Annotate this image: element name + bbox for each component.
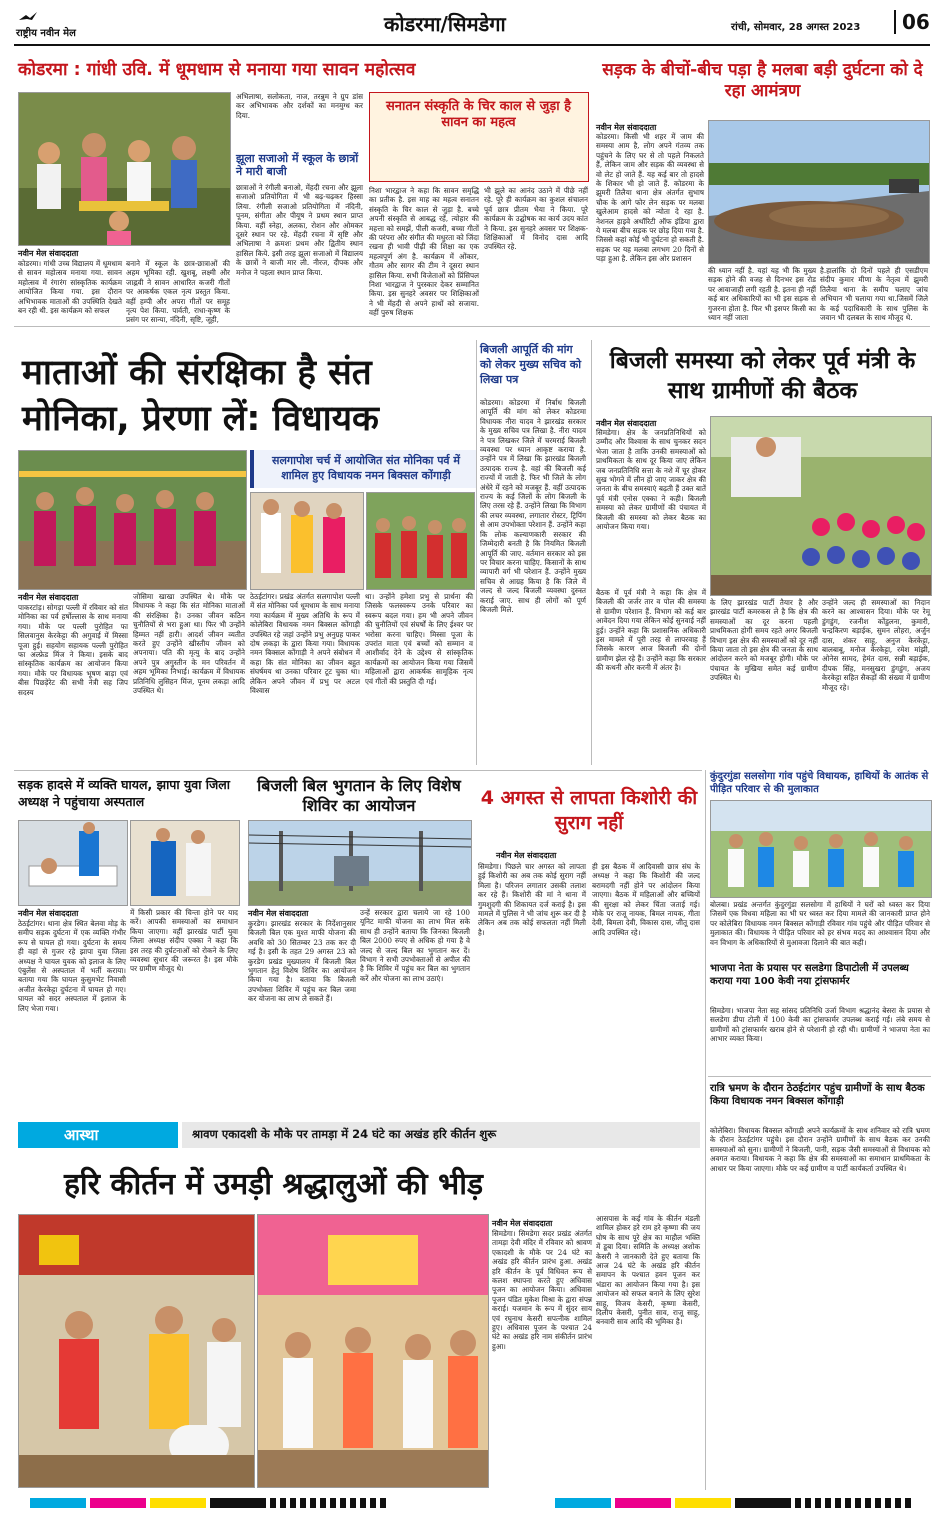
article-road-accident: [14, 774, 239, 1114]
registration-marks: [0, 1496, 945, 1510]
byline: नवीन मेल संवाददाता: [18, 593, 79, 602]
body-col-4: उन्होंने जल्द ही समस्याओं का निदान करने का आश्वासन दिया। मौके पर रेमू डुंगडुंग, रजनीश कोंडुलना, कुमारी, चन्द्रकिरण बड़ाईक, सुमन लोहरा, अर्जुन दास, शंकर साहू, अनुज केरकेट्टा, बालबाबू, मनोज केरकेट्टा, रमेश मांझी, ओनेस सामद, हेमंत दास, सन्नी बड़ाईक, दीपक सिंह, मनसुखरा डुंगडुंग, अजय केरकेट्टा सहित सैकड़ों की संख्या में ग्रामीण मौजूद रहे।: [822, 598, 930, 692]
article-sant-monika: [14, 330, 473, 765]
byline: नवीन मेल संवाददाता: [596, 123, 657, 132]
body-col-2: बैठक में पूर्व मंत्री ने कहा कि क्षेत्र में बिजली की जर्जर तार व पोल की समस्या से ग्रामीण परेशान हैं. विभाग को कई बार आवेदन दिया गया लेकिन कोई सुनवाई नहीं हुई। उन्होंने कहा कि प्रशासनिक अधिकारी इस मामले में पूरी तरह से लापरवाह हैं जिसके कारण आज बिजली की दोनों ग्रामीण झेल रहे हैं। उन्होंने कहा कि सरकार की कथनी और करनी में अंतर है।: [596, 588, 706, 673]
gray-bar: [270, 1498, 390, 1508]
headline: सड़क हादसे में व्यक्ति घायल, झापा युवा जिला अध्यक्ष ने पहुंचाया अस्पताल: [18, 777, 231, 809]
photo-mla-village: [710, 800, 932, 898]
article-transformer: [708, 962, 931, 1074]
body-col-2: में किसी प्रकार की चिन्ता होने पर याद करें। आपकी समस्याओं का समाधान किया जाएगा। वहीं झारखंड पार्टी युवा जिला अध्यक्ष संदीप एक्का ने कहा कि इस तरह की दुर्घटनाओं को रोकने के लिए व्यवस्था सुधार की जरूरत है। इस मौके पर ग्रामीण मौजूद थे।: [130, 908, 238, 974]
cyan-bar-2: [555, 1498, 611, 1508]
article-minister-meeting: [594, 340, 931, 765]
body-text: कोडरमा। कोडरमा में निर्बाध बिजली आपूर्ति की मांग को लेकर कोडरमा विधायक नीरा यादव ने झारखंड सरकार के मुख्य सचिव पत्र लिखा है. नीरा यादव ने पत्र लिखकर जिले में चरमराई बिजली व्यवस्था पर ध्यान आकृष्ट कराया है. उन्होंने पत्र में लिखा कि झारखंड बिजली उत्पादक राज्य है. वहां की बिजली कई राज्यों में जाती है. फिर भी जिले के लोग अंधेरे में रहने को मजबूर हैं. वहीं उत्पादक राज्य के कई जिलों के लोग बिजली के लिए तरस रहे हैं. उन्होंने लिखा कि विभाग की लचर व्यवस्था, लगातार रोस्टर, ट्रिपिंग से आम उपभोक्ता परेशान हैं. उन्होंने कहा कि लोक कल्याणकारी सरकार की जिम्मेदारी बनती है कि नियमित बिजली आपूर्ति की जाए. वर्तमान सरकार को इस पर विचार करना चाहिए. किसानों के साथ व्यापारी वर्ग भी परेशान हैं. उन्होंने मुख्य सचिव से आग्रह किया है कि जिले में जल्द से जल्द बिजली व्यवस्था दुरुस्त कराई जाए. साथ ही लोगों को पूर्ण बिजली मिले.: [480, 398, 586, 614]
issue-date: रांची, सोमवार, 28 अगस्त 2023: [731, 22, 861, 33]
masthead: [14, 8, 930, 46]
article-missing-girl: [476, 774, 702, 1114]
subheadline-box: [250, 450, 477, 488]
body-col-1: कोडरमा। गांधी उच्च विद्यालय में धूमधाम से सावन महोत्सव मनाया गया. सावन महोत्सव में रंगारंग सांस्कृतिक कार्यक्रम आयोजित किया गया. इस दौरान अभिभावक माताओं की उपस्थिति देखते बन रही थी. इस कार्यक्रम को सफल: [18, 259, 122, 316]
headline: बिजली समस्या को लेकर पूर्व मंत्री के साथ ग्रामीणों की बैठक: [609, 348, 916, 404]
body-col-4: था। उन्होंने हमेशा प्रभु से प्रार्थना की जिसके फलस्वरूप उनके परिवार का स्वरूप बदल गया। हम भी अपने जीवन की चुनौतियों एवं संघर्षों के लिए ईश्वर पर भरोसा करना चाहिए। मिस्सा पूजा के उपरांत माता एवं बच्चों को सम्मान व आशीर्वाद देने के उद्देश्य से सांस्कृतिक कार्यक्रमों का आयोजन किया गया जिसमें महिलाओं द्वारा आकर्षक सामूहिक नृत्य एवं गीतों की प्रस्तुति दी गई।: [365, 592, 473, 686]
headline: 4 अगस्त से लापता किशोरी की सुराग नहीं: [480, 787, 698, 834]
body-col-1: ठेठईटांगर। थाना क्षेत्र स्थित बेलवा मोड़ के समीप सड़क दुर्घटना में एक व्यक्ति गंभीर रूप से घायल हो गया। दुर्घटना के समय ही वहां से गुजर रहे झापा युवा जिला अध्यक्ष ने घायल युवक को इलाज के लिए एंबुलेंस से अस्पताल में भर्ती कराया। बताया गया कि घायल कुसुमभेट निवासी अजीत केरकेट्टा दुर्घटना में घायल हो गए। घायल को सदर अस्पताल में इलाज के लिए भेजा गया।: [18, 919, 126, 1013]
yellow-bar-2: [675, 1498, 731, 1508]
byline: नवीन मेल संवाददाता: [248, 909, 309, 918]
page-number: 06: [894, 10, 930, 34]
label-text: आस्था: [64, 1126, 99, 1144]
kicker-bar: [182, 1122, 700, 1148]
body-col-2: उन्हें सरकार द्वारा चलाये जा रहे 100 यूनिट माफी योजना का लाभ मिल सके साथ ही उन्होंने बताया कि जिनका बिजली बिल 2000 रुपए से अधिक हो गया है वे जल्द से जल्द बिल का भुगतान कर दें। विभाग ने सभी उपभोक्ताओं से अपील की है कि शिविर में पहुंच कर बिल का भुगतान करें और योजना का लाभ उठाएं।: [360, 908, 470, 983]
photo-dance-group: [366, 492, 475, 590]
body-col-3b: छात्राओं ने रंगीली बनाओ, मेंहदी रचना और झूला सजाओ प्रतियोगिता में भी बढ़-चढ़कर हिस्सा लिया. रंगीली सजाओ प्रतियोगिता में नंदिनी, पूनम, संगीता और पीयूष ने प्रथम स्थान प्राप्त किया. वहीं स्नेहा, अलका, रोशन और ओमकर दूसरे स्थान पर रहे. मेंहदी रचना में सृष्टि और अभिलाषा ने क्रमशः प्रथम और द्वितीय स्थान हासिल किये. इसी तरह झूला सजाओ में विद्यालय के छात्रों ने बाजी मार ली. नीरज, दीपक और मनोज ने पहला स्थान प्राप्त किया.: [236, 183, 363, 277]
headline: कुंदुरगुंडा सलसोगा गांव पहुंचे विधायक, हाथियों के आतंक से पीड़ित परिवार से की मुलाकात: [710, 771, 929, 795]
photo-mla-cultural: [250, 492, 364, 590]
body-text: सिमडेगा। भाजपा नेता सह सांसद प्रतिनिधि उर्जा विभाग श्रद्धानंद बेसरा के प्रयास से सलडेगा डीपा टोली में 100 केवी का ट्रांसफार्मर उपलब्ध कराई गई। लंबे समय से ग्रामीणों को ट्रांसफार्मर खराब होने से परेशानी हो रही थी। ग्रामीणों ने भाजपा नेता का आभार व्यक्त किया।: [710, 1006, 930, 1044]
body-col-1: पाकरटांड़। सोगड़ा पल्ली में रविवार को संत मोनिका का पर्व हर्षोल्लास के साथ मनाया गया। मौके पर पल्ली पुरोहित फा सिलवानुस केरकेट्टा की अगुवाई में मिस्सा पूजा हुई। सहयोग सहायक पल्ली पुरोहित फा अल्फ्रेड मिंज ने किया। इसके बाद सांस्कृतिक कार्यक्रम का आयोजन किया गया। मौके पर विधायक भूषण बाड़ा एवं बीस पिछड़ेरेट की सभी नेत्री सह जिप सदस्य: [18, 603, 128, 697]
photo-church-women: [18, 450, 247, 590]
body-col-3: है.हालांकि दो दिनों पहले ही एसडीएम संदीप कुमार मीणा के नेतृत्व में झुमरी तिलैया थाना के समीप चलाए जांच अभियान भी चलाया गया था.जिसमें जिले के कई पदाधिकारी के साथ पुलिस के जवान भी दलबल के साथ मौजूद थे.: [820, 266, 928, 323]
subheadline: सलगापोश चर्च में आयोजित संत मोनिका पर्व में शामिल हुए विधायक नमन बिक्सल कोंगाड़ी: [272, 454, 460, 482]
photo-kirtan-crowd: [257, 1214, 489, 1488]
headline: बिजली बिल भुगतान के लिए विशेष शिविर का आयोजन: [257, 776, 461, 815]
highlight-box: [369, 92, 589, 182]
body-col-1: कुरडेग। झारखंड सरकार के निर्देशानुसार बिजली बिल एक मुश्त माफी योजना की अवधि को 30 सितम्बर 23 तक कर दी गई है। इसी के तहत 29 अगस्त 23 को कुरडेग प्रखंड मुख्यालय में बिजली बिल भुगतान हेतु विशेष शिविर का आयोजन किया गया है। बताया कि बिजली उपभोक्ता शिविर में पहुंच कर बिल जमा कर योजना का लाभ ले सकते हैं।: [248, 919, 356, 1004]
photo-students-jhula: [18, 92, 231, 246]
paper-logo: राष्ट्रीय नवीन मेल: [16, 28, 76, 39]
article-elephant-terror: [708, 770, 931, 960]
headline: भाजपा नेता के प्रयास पर सलडेगा डिपाटोली में उपलब्ध कराया गया 100 केवी नया ट्रांसफार्मर: [710, 963, 909, 987]
article-bill-camp: [244, 774, 472, 1114]
body-text: कोलेबिरा। विधायक बिक्सल कोंगाड़ी अपने कार्यक्रमों के साथ शनिवार को रात्रि भ्रमण के दौरान ठेठईटांगर पहुंचे। इस दौरान उन्होंने ग्रामीणों के साथ बैठक कर उनकी समस्याओं को सुना। ग्रामीणों ने बिजली, पानी, सड़क जैसी समस्याओं से विधायक को अवगत कराया। विधायक ने कहा कि क्षेत्र की समस्याओं का समाधान प्राथमिकता के आधार पर किया जाएगा। मौके पर कई ग्रामीण व पार्टी कार्यकर्ता उपस्थित थे।: [710, 1126, 930, 1173]
section-label: [18, 1122, 178, 1148]
article-hari-kirtan: [14, 1118, 702, 1490]
box-headline: सनातन संस्कृति के चिर काल से जुड़ा है सावन का महत्व: [385, 99, 572, 130]
body-col-1: कोडरमा। किसी भी शहर में जाम की समस्या आम है, लोग अपने गंतव्य तक पहुंचने के लिए घर से तो पहले निकलते हैं, लेकिन जाम और सड़क की व्यवस्था से वो लेट हो जाते हैं. यह कई बार तो हादसे के शिकार भी हो जाते हैं. कोडरमा के झुमरी तिलैया थाना क्षेत्र अंतर्गत सुभाष चौक के आगे फोर लेन सड़क पर मलबा खुलेआम हादसे को न्योता दे रहा है. नेशनल हाइवे अथॉरिटी ऑफ इंडिया द्वारा ये मलबा बीच सड़क पर छोड़ दिया गया है. जिससे कहां कोई भी दुर्घटना हो सकती है. सड़क पर यह मलबा लगभग 20 दिनों से पड़ा हुआ है. लेकिन इस ओर प्रशासन: [596, 132, 704, 264]
body-text: बोलबा। प्रखंड अन्तर्गत कुंदुरगुंडा सलसोगा में हाथियों ने घरों को ध्वस्त कर दिया जिसमें एक विधवा महिला का भी घर ध्वस्त कर दिया मामले की जानकारी प्राप्त होने पर कोलेबिरा विधायक नमन बिक्सल कोंगाड़ी रविवार गांव पहुंचे और पीड़ित परिवार से मुलाकात की। विधायक ने पीड़ित परिवार को हर संभव मदद का आश्वासन दिया और वन विभाग के अधिकारियों से मुआवजा दिलाने की बात कही।: [710, 900, 930, 947]
body-col-4: निशा भारद्वाज ने कहा कि सावन समृद्धि का प्रतीक है. इस माह का महत्व सनातन संस्कृति के चिर काल से जुड़ा है. बच्चे अपनी संस्कृति से आबद्ध रहें, त्योहार की महत्ता को समझें, पीली कजरी, बच्चा गीतों की परंपरा और संगीत की मधुरता को जिंदा रखना ही भावी पीढ़ी की शिक्षा का एक महत्वपूर्ण अंग है. कार्यक्रम में ओंकार, गौतम और सागर की टीम ने दूसरा स्थान हासिल किया. सभी विजेताओं को प्रिंसिपल निशा भारद्वाज ने पुरस्कार देकर सम्मानित किया. इस सुनहरे अवसर पर शिक्षिकाओं ने भी मेंहदी से अपने हाथों को सजाया. वहीं पुरुष शिक्षक: [369, 186, 479, 318]
byline: नवीन मेल संवाददाता: [496, 851, 557, 860]
body-col-3a: अभिलाषा, सलोकता, नाज, तरन्नुम ने ग्रुप डांस कर अभिभावक और दर्शकों का मनमुग्ध कर दिया.: [236, 92, 363, 120]
body-col-3: के लिए झारखंड पार्टी तैयार है और झारखंड पार्टी कमरकस ले है कि क्षेत्र की समस्याओं का दूर करना पहली प्राथमिकता होगी समय रहते अगर बिजली विभाग इस क्षेत्र की समस्याओं को दूर नहीं किया जाता तो इस क्षेत्र की जनता के साथ आंदोलन करने को मजबूर होगी। मौके पर पंचायत के मुखिया समेत कई ग्रामीण उपस्थित थे।: [710, 598, 818, 683]
headline: कोडरमा : गांधी उवि. में धूमधाम से मनाया गया सावन महोत्सव: [18, 60, 416, 80]
article-sawan-mahotsav: [14, 52, 589, 325]
article-electricity-letter: [478, 340, 588, 765]
subheadline: झूला सजाओ में स्कूल के छात्रों ने मारी बाजी: [236, 152, 359, 178]
body-col-3: ठेठईटांगर। प्रखंड अंतर्गत सलगापोश पल्ली में संत मोनिका पर्व धूमधाम के साथ मनाया गया कार्यक्रम में मुख्य अतिथि के रूप में कोलेबिरा विधायक नमन बिक्सल कोंगाड़ी उपस्थित रहे जहां उन्होंने प्रभु अनुग्रह पाकर दोष लकड़ा के द्वारा किया गया। विधायक नमन बिक्सल कोंगाड़ी ने अपने संबोधन में कहा कि संत मोनिका का जीवन बहुत संघर्षमय था उनका परिवार टूट चुका था। लेकिन अपने जीवन में प्रभु पर अटल विश्वास: [250, 592, 360, 696]
photo-transformer: [248, 820, 472, 906]
headline: सड़क के बीचों-बीच पड़ा है मलबा बड़ी दुर्घटना को दे रहा आमंत्रण: [602, 60, 923, 101]
body-col-2: बनाने में स्कूल के छात्र-छात्राओं की अहम भूमिका रही. खुशबू, लक्ष्मी और जाह्नवी ने सावन आधारित कजरी गीतों पर आकर्षक एकल नृत्य प्रस्तुत किया. वहीं हम्पी और अपरा गीतों पर समूह नृत्य पेश किया. पार्वती, राधा-कृष्ण के प्रसंग पर सान्या, नंदिनी, सृष्टि, जूही,: [126, 259, 230, 325]
body-col-2: की ध्यान नहीं है. यहां यह भी कि मुख्य सड़क होने की वजह से दिनभर इस रोड पर आवाजाही लगी रहती है. इतना ही नहीं कई बार अधिकारियों का भी इस सड़क से गुजरना होता है. फिर भी इसपर किसी का ध्यान नहीं जाता: [708, 266, 816, 323]
yellow-bar: [150, 1498, 206, 1508]
byline: नवीन मेल संवाददाता: [18, 249, 79, 258]
byline: नवीन मेल संवाददाता: [492, 1219, 553, 1228]
byline: नवीन मेल संवाददाता: [18, 909, 79, 918]
section-name: कोडरमा/सिमडेगा: [384, 12, 506, 36]
body-col-2: आसपास के कई गांव के कीर्तन मंडली शामिल होकर हरे राम हरे कृष्णा की जय घोष के साथ पूरे क्षेत्र का माहौल भक्ति में डूबा दिया। समिति के अध्यक्ष अशोक केसरी ने जानकारी देते हुए बताया कि आज 24 घंटे के अखंड हरि कीर्तन समापन के पश्चात हवन पूजन कर भंडारा का आयोजन किया गया है। इस आयोजन को सफल बनाने के लिए सुरेश साहू, विजय केसरी, कृष्णा केसरी, दिलीप केसरी, पुनीत साव, राजू साहू, बनवारी साव आदि की भूमिका है।: [596, 1214, 700, 1327]
black-bar-2: [735, 1498, 791, 1508]
headline: हरि कीर्तन में उमड़ी श्रद्धालुओं की भीड़: [64, 1167, 484, 1202]
cyan-bar: [30, 1498, 86, 1508]
body-col-1: सिमडेगा। पिछले चार अगस्त को लापता हुई किशोरी का अब तक कोई सुराग नहीं मिला है। परिजन लगातार उसकी तलाश कर रहे हैं। किशोरी की मां ने थाना में गुमशुदगी की शिकायत दर्ज कराई है। इस मामले में पुलिस ने भी जांच शुरू कर दी है लेकिन अब तक कोई सफलता नहीं मिली है।: [478, 862, 586, 937]
magenta-bar-2: [615, 1498, 671, 1508]
photo-village-meeting: [710, 416, 932, 596]
body-col-1: सिमडेगा। क्षेत्र के जनप्रतिनिधियों को उम्मीद और विश्वास के साथ चुनकर सदन भेजा जाता है ताकि उनकी समस्याओं को प्राथमिकता के साथ दूर किया जाए लेकिन जब जनप्रतिनिधि सत्ता के नशे में चूर होकर सुख भोगने में लीन हो जाए जाकर क्षेत्र की जनता के बीच समस्याएं बढ़ती हैं उक्त बातें पूर्व मंत्री एनोस एक्का ने कही। बिजली समस्या को लेकर ग्रामीणों की पंचायत में बिजली की समस्या को लेकर बैठक का आयोजन किया गया।: [596, 428, 706, 532]
headline: बिजली आपूर्ति की मांग को लेकर मुख्य सचिव को लिखा पत्र: [480, 343, 582, 386]
body-col-2: ही इस बैठक में आदिवासी छात्र संघ के अध्यक्ष ने कहा कि किशोरी की जल्द बरामदगी नहीं होने पर आंदोलन किया जाएगा। बैठक में महिलाओं और बच्चियों की सुरक्षा को लेकर चिंता जताई गई। मौके पर राजू नायक, बिमल नायक, गीता देवी, बिमला देवी, विकास दास, जीतू दास आदि उपस्थित रहे।: [592, 862, 700, 937]
gray-bar-2: [795, 1498, 915, 1508]
article-night-tour: [708, 1080, 931, 1490]
article-road-debris: [594, 52, 931, 323]
black-bar: [210, 1498, 266, 1508]
kicker: श्रावण एकादशी के मौके पर तामड़ा में 24 घंटे का अखंड हरि कीर्तन शुरू: [192, 1127, 497, 1141]
magenta-bar: [90, 1498, 146, 1508]
body-col-5: भी झूले का आनंद उठाने में पीछे नहीं रहे. पूरे ही कार्यक्रम का कुशल संचालन पूर्व छात्र प्रीतम भैया ने किया. पूरे कार्यक्रम के उद्घोषक का कार्य उदय कांत ने किया. इस सुनहरे अवसर पर शिक्षक-शिक्षिकाओं में विनोद दास आदि उपस्थित रहे.: [484, 186, 588, 252]
headline: रात्रि भ्रमण के दौरान ठेठईटांगर पहुंच ग्रामीणों के साथ बैठक किया विधायक नमन बिक्सल कोंगाड़ी: [710, 1083, 925, 1107]
headline: माताओं की संरक्षिका है संत मोनिका, प्रेरणा लें: विधायक: [22, 353, 379, 439]
body-col-1: सिमडेगा। सिमडेगा सदर प्रखंड अंतर्गत तामड़ा देवी मंदिर में रविवार को श्रावण एकादशी के मौके पर 24 घंटे का अखंड हरि कीर्तन प्रारंभ हुआ. अखंड हरि कीर्तन के पूर्व विधिवत रूप से कलश स्थापना करते हुए अधिवास पूजन का आयोजन किया। अधिवास पूजन पंडित मुकेश मिश्रा के द्वारा संपन्न कराई। यजमान के रूप में सुंदर साय एवं रघुनाथ केसरी सपत्नीक शामिल हुए। अधिवास पूजन के पश्चात 24 घंटे का अखंड हरि नाम संकीर्तन प्रारंभ हुआ।: [492, 1229, 592, 1351]
photo-hospital: [130, 820, 240, 906]
body-col-2: जोसिमा खाखा उपस्थित थे। मौके पर विधायक ने कहा कि संत मोनिका माताओं की संरक्षिका है। उनका जीवन कठिन चुनौतियों से भरा हुआ था। फिर भी उन्होंने हिम्मत नहीं हारी। आदर्श जीवन व्यतीत करते हुए उन्होंने खीस्तीय जीवन को अपनाया। पति की मृत्यु के बाद उन्होंने अपने पुत्र अगुस्तीन के मन परिवर्तन में अहम भूमिका निभाई। कार्यक्रम में विधायक प्रतिनिधि लुसिहन मिंज, पूनम लकड़ा आदि उपस्थित थे।: [133, 592, 245, 696]
photo-accident: [18, 820, 128, 906]
photo-kirtan: [18, 1214, 255, 1488]
photo-road-debris: [708, 120, 930, 264]
byline: नवीन मेल संवाददाता: [596, 419, 657, 428]
